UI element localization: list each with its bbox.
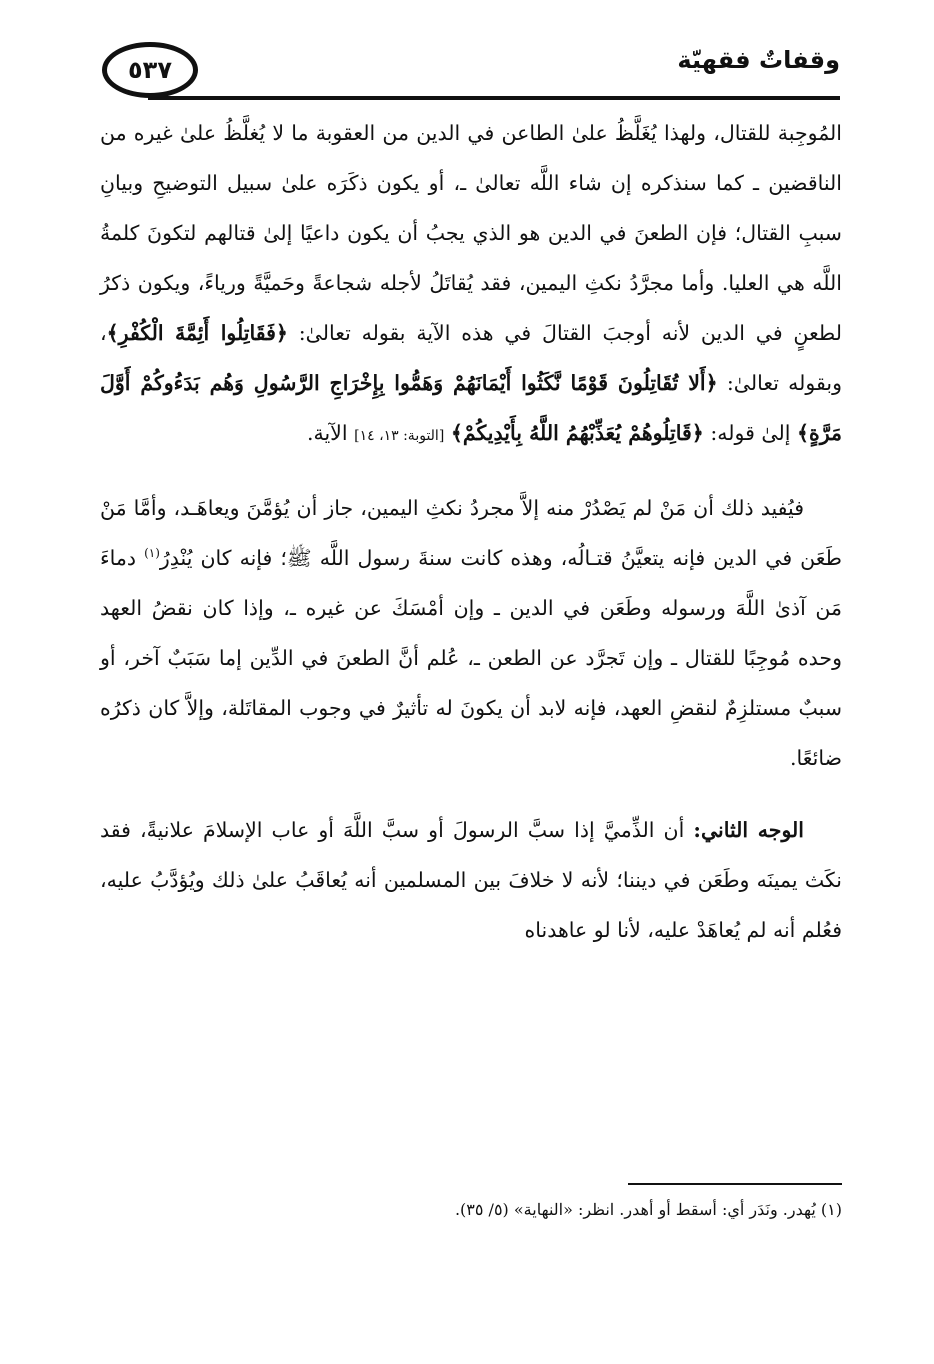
quran-verse-1: ﴿فَقَاتِلُوا أَئِمَّةَ الْكُفْرِ﴾ [106, 321, 288, 345]
paragraph-1 [100, 108, 842, 461]
verse-reference: [التوبة: ١٣، ١٤] [354, 428, 445, 444]
footnote-rule [628, 1183, 842, 1185]
quran-verse-2: ﴿أَلا تُقَاتِلُونَ قَوْمًا نَّكَثُوا أَيْمَانَهُمْ وَهَمُّوا بِإِخْرَاجِ الرَّسُولِ وَهُم بَدَءُوكُمْ أَوَّلَ مَرَّةٍ﴾ [100, 371, 842, 445]
paragraph-1-text-2: ، وبقوله تعالىٰ: [100, 321, 842, 395]
paragraph-2-text-1: فيُفيد ذلك أن مَنْ لم يَصْدُرْ منه إلاَّ مجردُ نكثِ اليمين، جاز أن يُؤمَّنَ ويعاهَـد، وأمَّا مَنْ طَعَن في الدين فإنه يتعيَّنُ قتـالُه، وهذه كانت سنةَ رسول اللَّه ﷺ؛ فإنه كان يُنْدِرُ [100, 496, 842, 570]
paragraph-3 [100, 805, 842, 955]
paragraph-2 [100, 483, 842, 783]
running-title: وقفاتٌ فقهيّة [677, 46, 840, 74]
page-number-badge [102, 42, 198, 98]
paragraph-2-text-2: دماءَ مَن آذىٰ اللَّهَ ورسوله وطَعَن في الدين ـ وإن أمْسَكَ عن غيره ـ، وإذا كان نقضُ العهد وحده مُوجِبًا للقتال ـ وإن تَجرَّد عن الطعن ـ، عُلم أنَّ الطعنَ في الدِّين إما سَبَبٌ آخر، أو سببٌ مستلزِمٌ لنقضِ العهد، فإنه لابد أن يكونَ له تأثيرٌ في وجوب المقاتَلة، وإلاَّ كان ذكرُه ضائعًا. [100, 546, 842, 770]
quran-verse-3: ﴿قَاتِلُوهُمْ يُعَذِّبْهُمُ اللَّهُ بِأَيْدِيكُمْ﴾ [450, 421, 704, 445]
footnote: (١) يُهدر. ونَدَر أي: أسقط أو أهدر. انظر: «النهاية» (٥/ ٣٥). [454, 1200, 842, 1219]
header-rule [148, 96, 840, 100]
main-text [100, 108, 842, 955]
paragraph-1-text-1: المُوجِبة للقتال، ولهذا يُغَلَّظُ علىٰ الطاعن في الدين من العقوبة ما لا يُغلَّظُ علىٰ غيره من الناقضين ـ كما سنذكره إن شاء اللَّه تعالىٰ ـ، أو يكون ذكَرَه علىٰ سبيل التوضيحِ وبيانِ سببِ القتال؛ فإن الطعنَ في الدين هو الذي يجبُ أن يكون داعيًا إلىٰ قتالهم لتكونَ كلمةُ اللَّه هي العليا. وأما مجرَّدُ نكثِ اليمين، فقد يُقاتَلُ لأجله شجاعةً وحَميَّةً ورياءً، ويكون ذكرُ لطعنٍ في الدين لأنه أوجبَ القتالَ في هذه الآية بقوله تعالىٰ: [100, 121, 842, 345]
page-number: ٥٣٧ [128, 56, 172, 84]
running-header [98, 38, 840, 100]
paragraph-1-text-3: إلىٰ قوله: [710, 421, 791, 445]
paragraph-3-text-1: أن الذِّميَّ إذا سبَّ الرسولَ أو سبَّ اللَّهَ أو عاب الإسلامَ علانيةً، فقد نكَث يمينَه وطَعَن في ديننا؛ لأنه لا خلافَ بين المسلمين أنه يُعاقَبُ علىٰ ذلك ويُؤدَّبُ عليه، فعُلم أنه لم يُعاهَدْ عليه، لأنا لو عاهدناه [100, 818, 842, 942]
footnote-marker: (١) [144, 546, 160, 561]
paragraph-1-text-4: الآية. [306, 421, 348, 445]
section-lead: الوجه الثاني: [693, 818, 804, 842]
